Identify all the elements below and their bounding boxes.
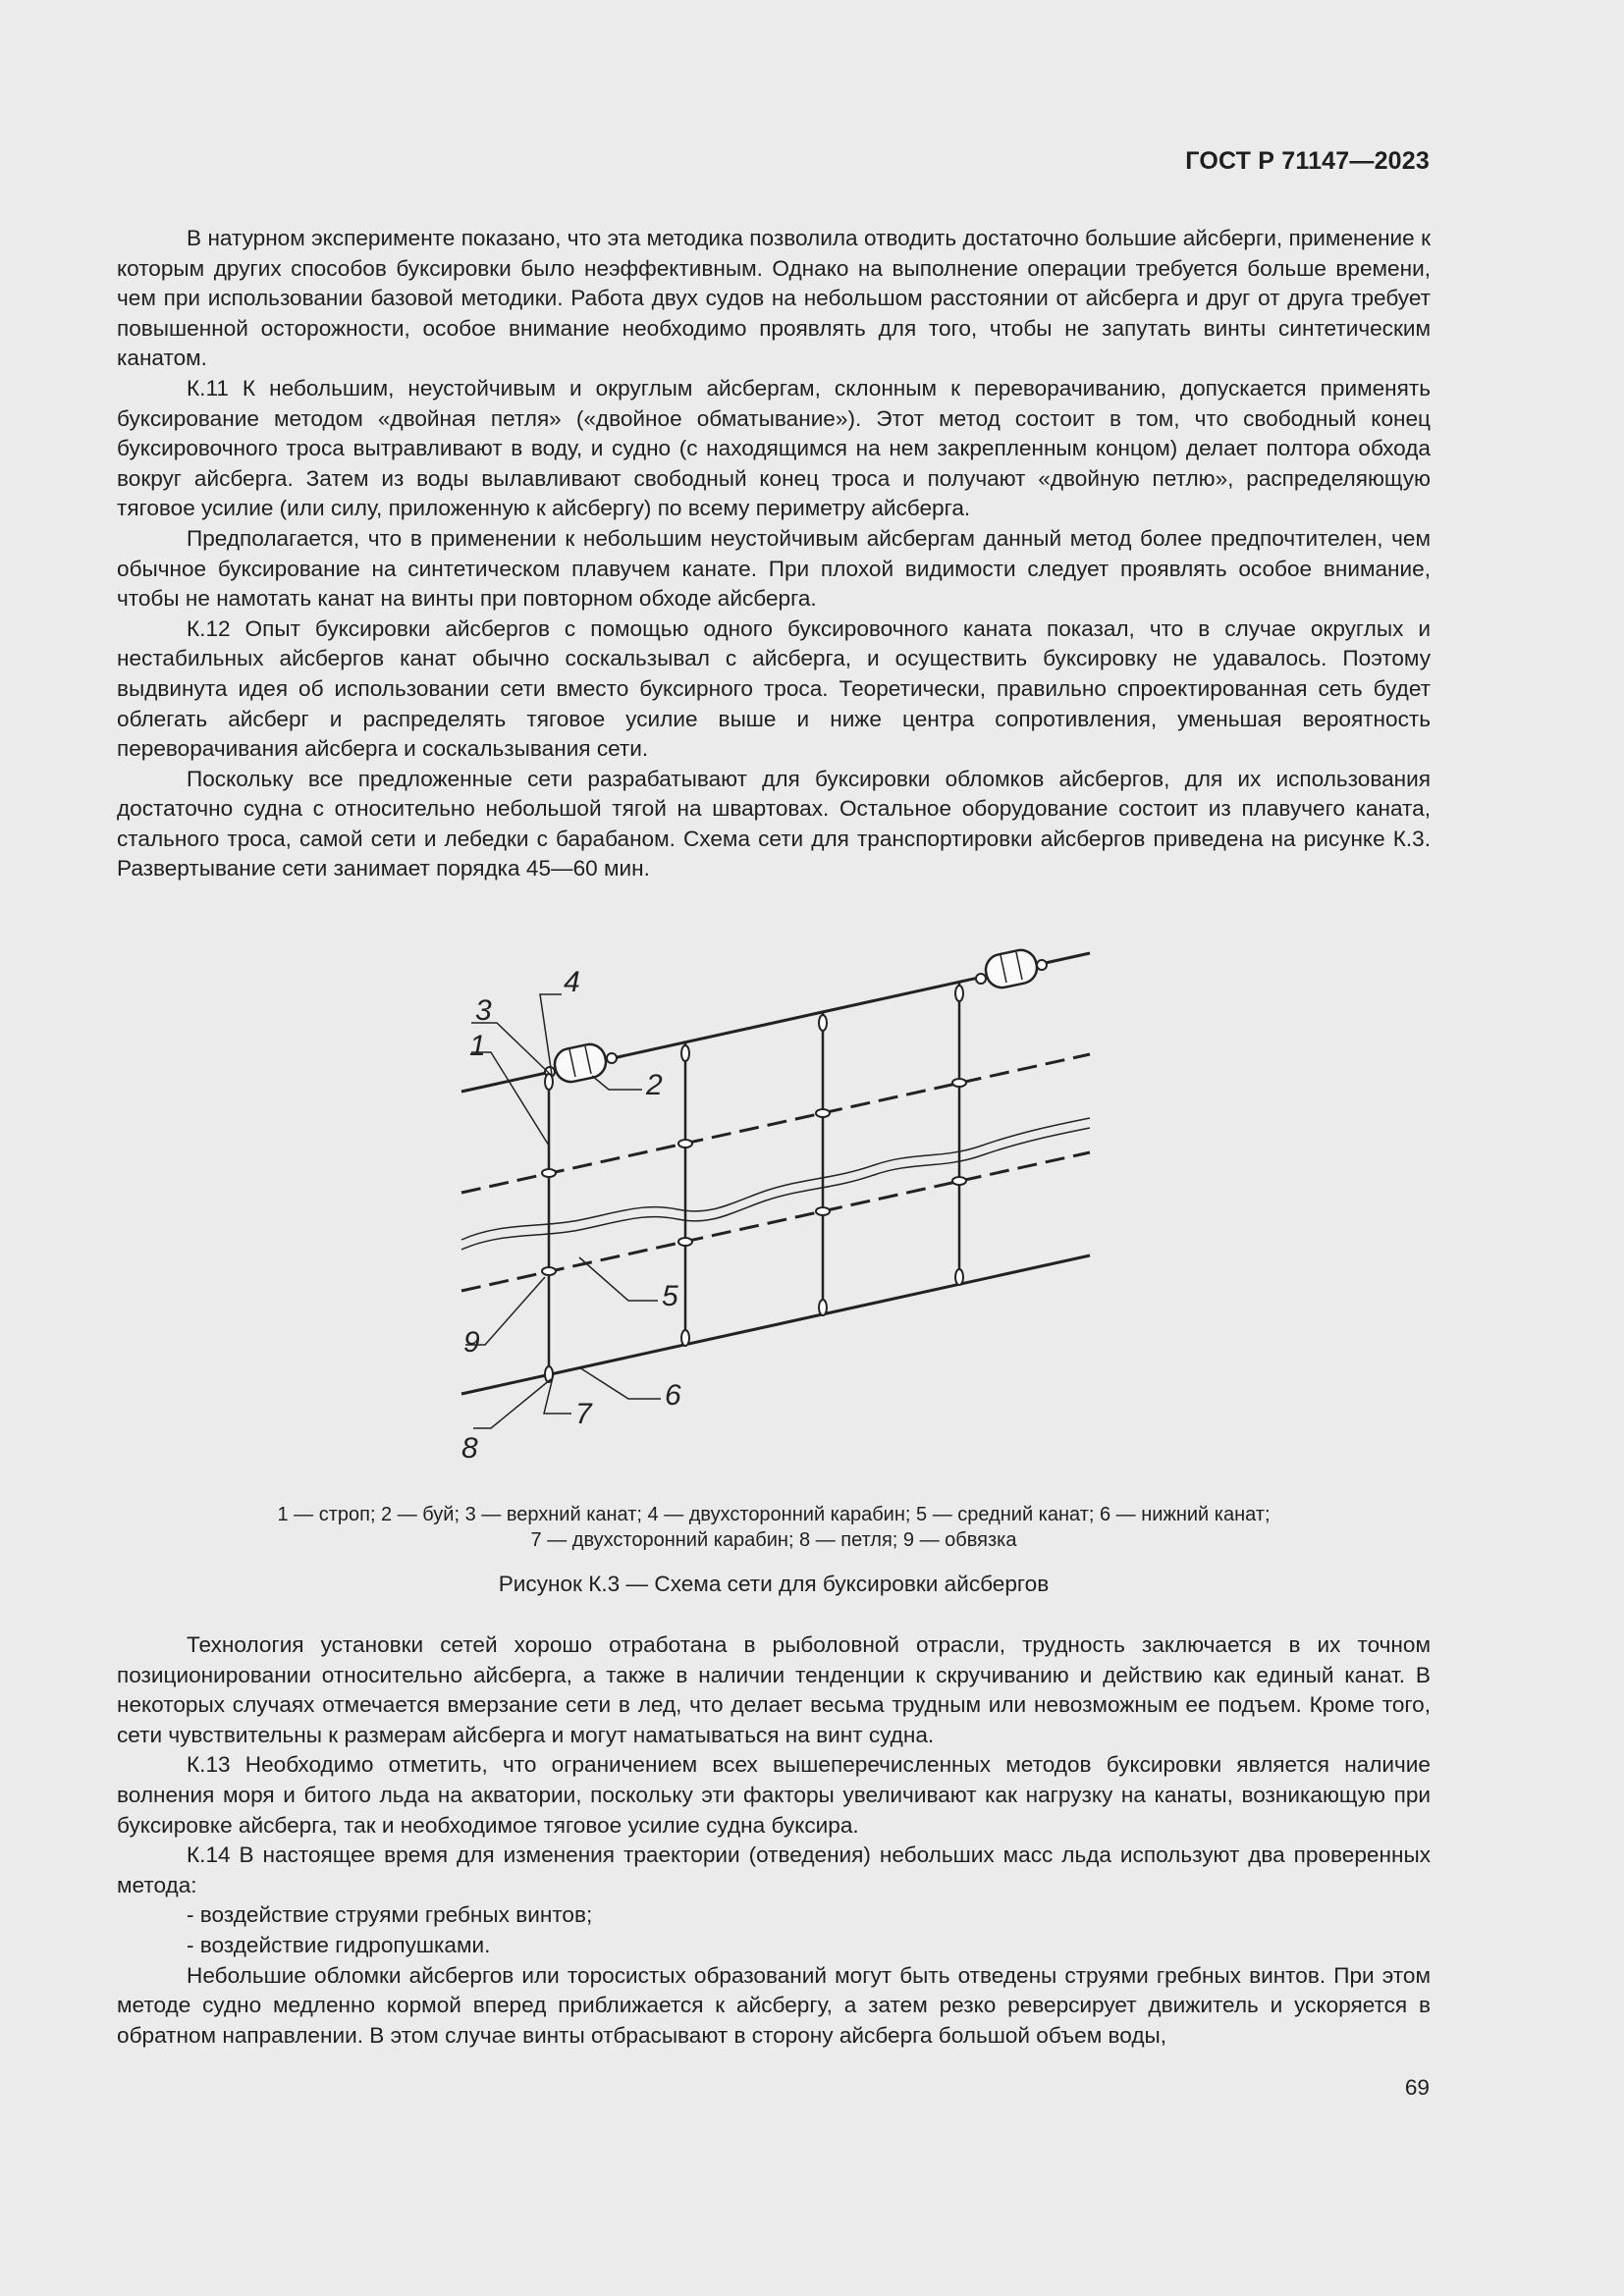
paragraph: Предполагается, что в применении к небольшим неустойчивым айсбергам данный метод более предпочтителен, чем обычное буксирование на синтетическом плавучем канате. При плохой видимости следует проявлять особое внимание, чтобы не намотать канат на винты при повторном обходе айсберга. — [117, 525, 1431, 612]
buoy — [545, 1041, 617, 1085]
paragraph: К.12 Опыт буксировки айсбергов с помощью одного буксировочного каната показал, что в случае округлых и нестабильных айсбергов канат обычно соскальзывал с айсберга, и осуществить буксировку не удавалось. Поэтому выдвинута идея об использовании сети вместо буксирного троса. Теоретически, правильно спроектированная сеть будет облегать айсберг и распределять тяговое усилие выше и ниже центра сопротивления, уменьшая вероятность переворачивания айсберга и соскальзывания сети. — [117, 615, 1431, 762]
callout-4: 4 — [564, 966, 580, 998]
callout-6: 6 — [665, 1379, 681, 1412]
legend-line: 7 — двухсторонний карабин; 8 — петля; 9 — обвязка — [530, 1529, 1017, 1551]
buoy — [976, 947, 1047, 990]
paragraph: К.14 В настоящее время для изменения траектории (отведения) небольших масс льда используют два проверенных метода: — [117, 1842, 1431, 1897]
list-item: - воздействие гидропушками. — [187, 1932, 491, 1957]
callout-7: 7 — [575, 1398, 592, 1430]
paragraph: Технология установки сетей хорошо отработана в рыболовной отрасли, трудность заключается в их точном позиционировании относительно айсберга, а также в наличии тенденции к скручиванию и действию как единый канат. В некоторых случаях отмечается вмерзание сети в лед, что делает весьма трудным или невозможным ее подъем. Кроме того, сети чувствительны к размерам айсберга и могут наматываться на винт судна. — [117, 1632, 1431, 1747]
document-code: ГОСТ Р 71147—2023 — [1185, 147, 1430, 175]
body-text-bottom — [117, 1630, 1431, 2051]
callout-3: 3 — [475, 994, 492, 1027]
paragraph: Небольшие обломки айсбергов или торосистых образований могут быть отведены струями гребных винтов. При этом методе судно медленно кормой вперед приближается к айсбергу, а затем резко реверсирует движитель и ускоряется в обратном направлении. В этом случае винты отбрасывают в сторону айсберга большой объем воды, — [117, 1962, 1431, 2048]
figure-legend — [117, 1502, 1431, 1553]
legend-line: 1 — строп; 2 — буй; 3 — верхний канат; 4 — двухсторонний карабин; 5 — средний канат; 6 — нижний канат; — [277, 1504, 1271, 1525]
paragraph: К.13 Необходимо отметить, что ограничением всех вышеперечисленных методов буксировки является наличие волнения моря и битого льда на акватории, поскольку эти факторы увеличивают как нагрузку на канаты, возникающую при буксировке айсберга, так и необходимое тяговое усилие судна буксира. — [117, 1752, 1431, 1838]
body-text-top — [117, 224, 1431, 884]
net-diagram-figure — [432, 928, 1110, 1477]
bottom-rope — [461, 1255, 1090, 1394]
callout-2: 2 — [646, 1069, 663, 1101]
callout-5: 5 — [662, 1280, 678, 1312]
water-surface — [461, 1118, 1090, 1250]
figure-title: Рисунок К.3 — Схема сети для буксировки айсбергов — [498, 1572, 1050, 1596]
paragraph: Поскольку все предложенные сети разрабатывают для буксировки обломков айсбергов, для их использования достаточно судна с относительно небольшой тягой на швартовах. Остальное оборудование состоит из плавучего каната, стального троса, самой сети и лебедки с барабаном. Схема сети для транспортировки айсбергов приведена на рисунке К.3. Развертывание сети занимает порядка 45—60 мин. — [117, 766, 1431, 881]
paragraph: В натурном эксперименте показано, что эта методика позволила отводить достаточно большие айсберги, применение к которым других способов буксировки было неэффективным. Однако на выполнение операции требуется больше времени, чем при использовании базовой методики. Работа двух судов на небольшом расстоянии от айсберга и друг от друга требует повышенной осторожности, особое внимание необходимо проявлять для того, чтобы не запутать винты синтетическим канатом. — [117, 226, 1431, 371]
callout-1: 1 — [469, 1030, 486, 1062]
paragraph: К.11 К небольшим, неустойчивым и округлым айсбергам, склонным к переворачиванию, допускается применять буксирование методом «двойная петля» («двойное обматывание»). Этот метод состоит в том, что свободный конец буксировочного троса вытравливают в воду, и судно (с находящимся на нем закрепленным концом) делает полтора обхода вокруг айсберга. Затем из воды вылавливают свободный конец троса и получают «двойную петлю», распределяющую тяговое усилие (или силу, приложенную к айсбергу) по всему периметру айсберга. — [117, 375, 1431, 521]
callout-9: 9 — [463, 1326, 480, 1359]
net-links — [542, 986, 966, 1382]
slings — [549, 983, 959, 1374]
page-number: 69 — [1404, 2075, 1430, 2100]
net-diagram — [432, 928, 1110, 1477]
list-item: - воздействие струями гребных винтов; — [187, 1902, 593, 1928]
callout-8: 8 — [461, 1432, 478, 1465]
